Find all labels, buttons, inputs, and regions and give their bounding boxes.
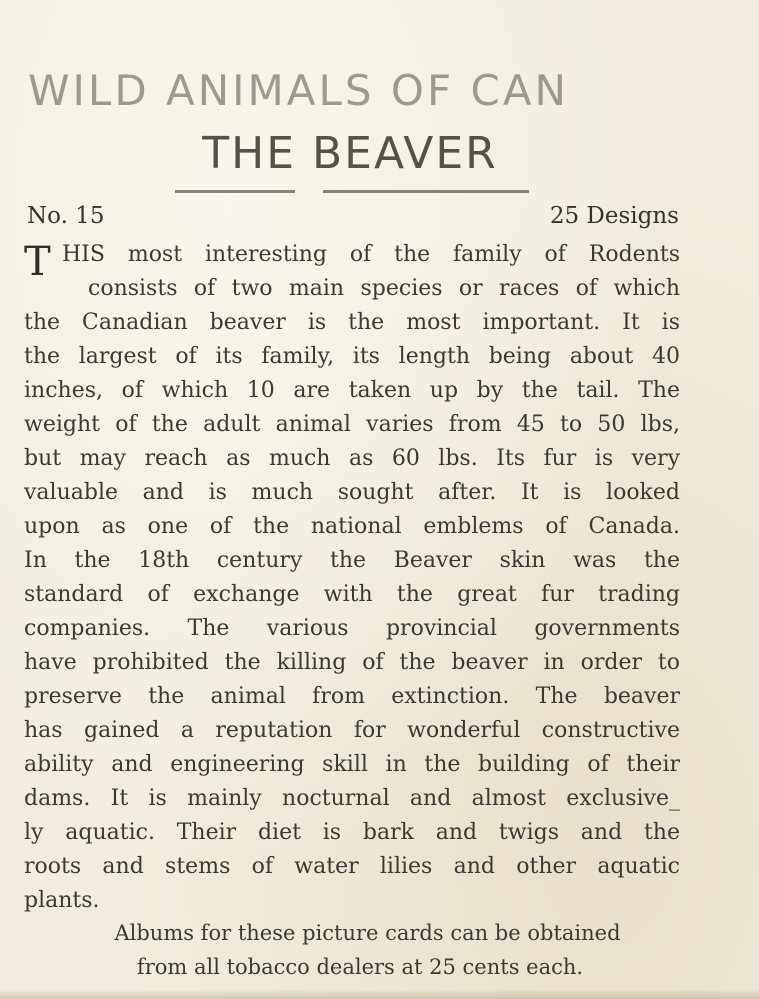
text-line: valuable and is much sought after. It is looked	[24, 480, 680, 505]
text-line: roots and stems of water lilies and other aquatic	[24, 854, 680, 879]
design-count: 25 Designs	[549, 203, 679, 229]
text-line: consists of two main species or races of which	[88, 276, 680, 301]
drop-cap: T	[24, 239, 51, 285]
text-line: companies. The various provincial governments	[24, 616, 680, 641]
text-line: standard of exchange with the great fur trading	[24, 582, 680, 607]
text-line: the Canadian beaver is the most important. It is	[24, 310, 680, 335]
card-number: No. 15	[27, 203, 105, 229]
text-line: weight of the adult animal varies from 45 to 50 lbs,	[24, 412, 680, 437]
card-title: THE BEAVER	[202, 128, 498, 179]
text-line: In the 18th century the Beaver skin was the	[24, 548, 680, 573]
text-line: HIS most interesting of the family of Rodents	[62, 242, 680, 267]
album-notice	[0, 916, 759, 984]
text-line: upon as one of the national emblems of Canada.	[24, 514, 680, 539]
text-line: but may reach as much as 60 lbs. Its fur is very	[24, 446, 680, 471]
description-paragraph	[24, 238, 680, 918]
text-line: dams. It is mainly nocturnal and almost exclusive_	[24, 786, 680, 811]
text-line: has gained a reputation for wonderful constructive	[24, 718, 680, 743]
text-line: ly aquatic. Their diet is bark and twigs and the	[24, 820, 680, 845]
footer-line: from all tobacco dealers at 25 cents each.	[136, 955, 584, 979]
text-line: inches, of which 10 are taken up by the tail. The	[24, 378, 680, 403]
footer-line: Albums for these picture cards can be obtained	[114, 921, 621, 945]
text-line: plants.	[24, 888, 100, 913]
title-underline-right	[323, 190, 529, 193]
title-underline-left	[175, 190, 295, 193]
text-line: ability and engineering skill in the building of their	[24, 752, 680, 777]
text-line: the largest of its family, its length being about 40	[24, 344, 680, 369]
text-line: have prohibited the killing of the beaver in order to	[24, 650, 680, 675]
text-line: preserve the animal from extinction. The beaver	[24, 684, 680, 709]
card-edge-wear	[0, 989, 759, 999]
series-heading: WILD ANIMALS OF CAN	[28, 66, 569, 115]
